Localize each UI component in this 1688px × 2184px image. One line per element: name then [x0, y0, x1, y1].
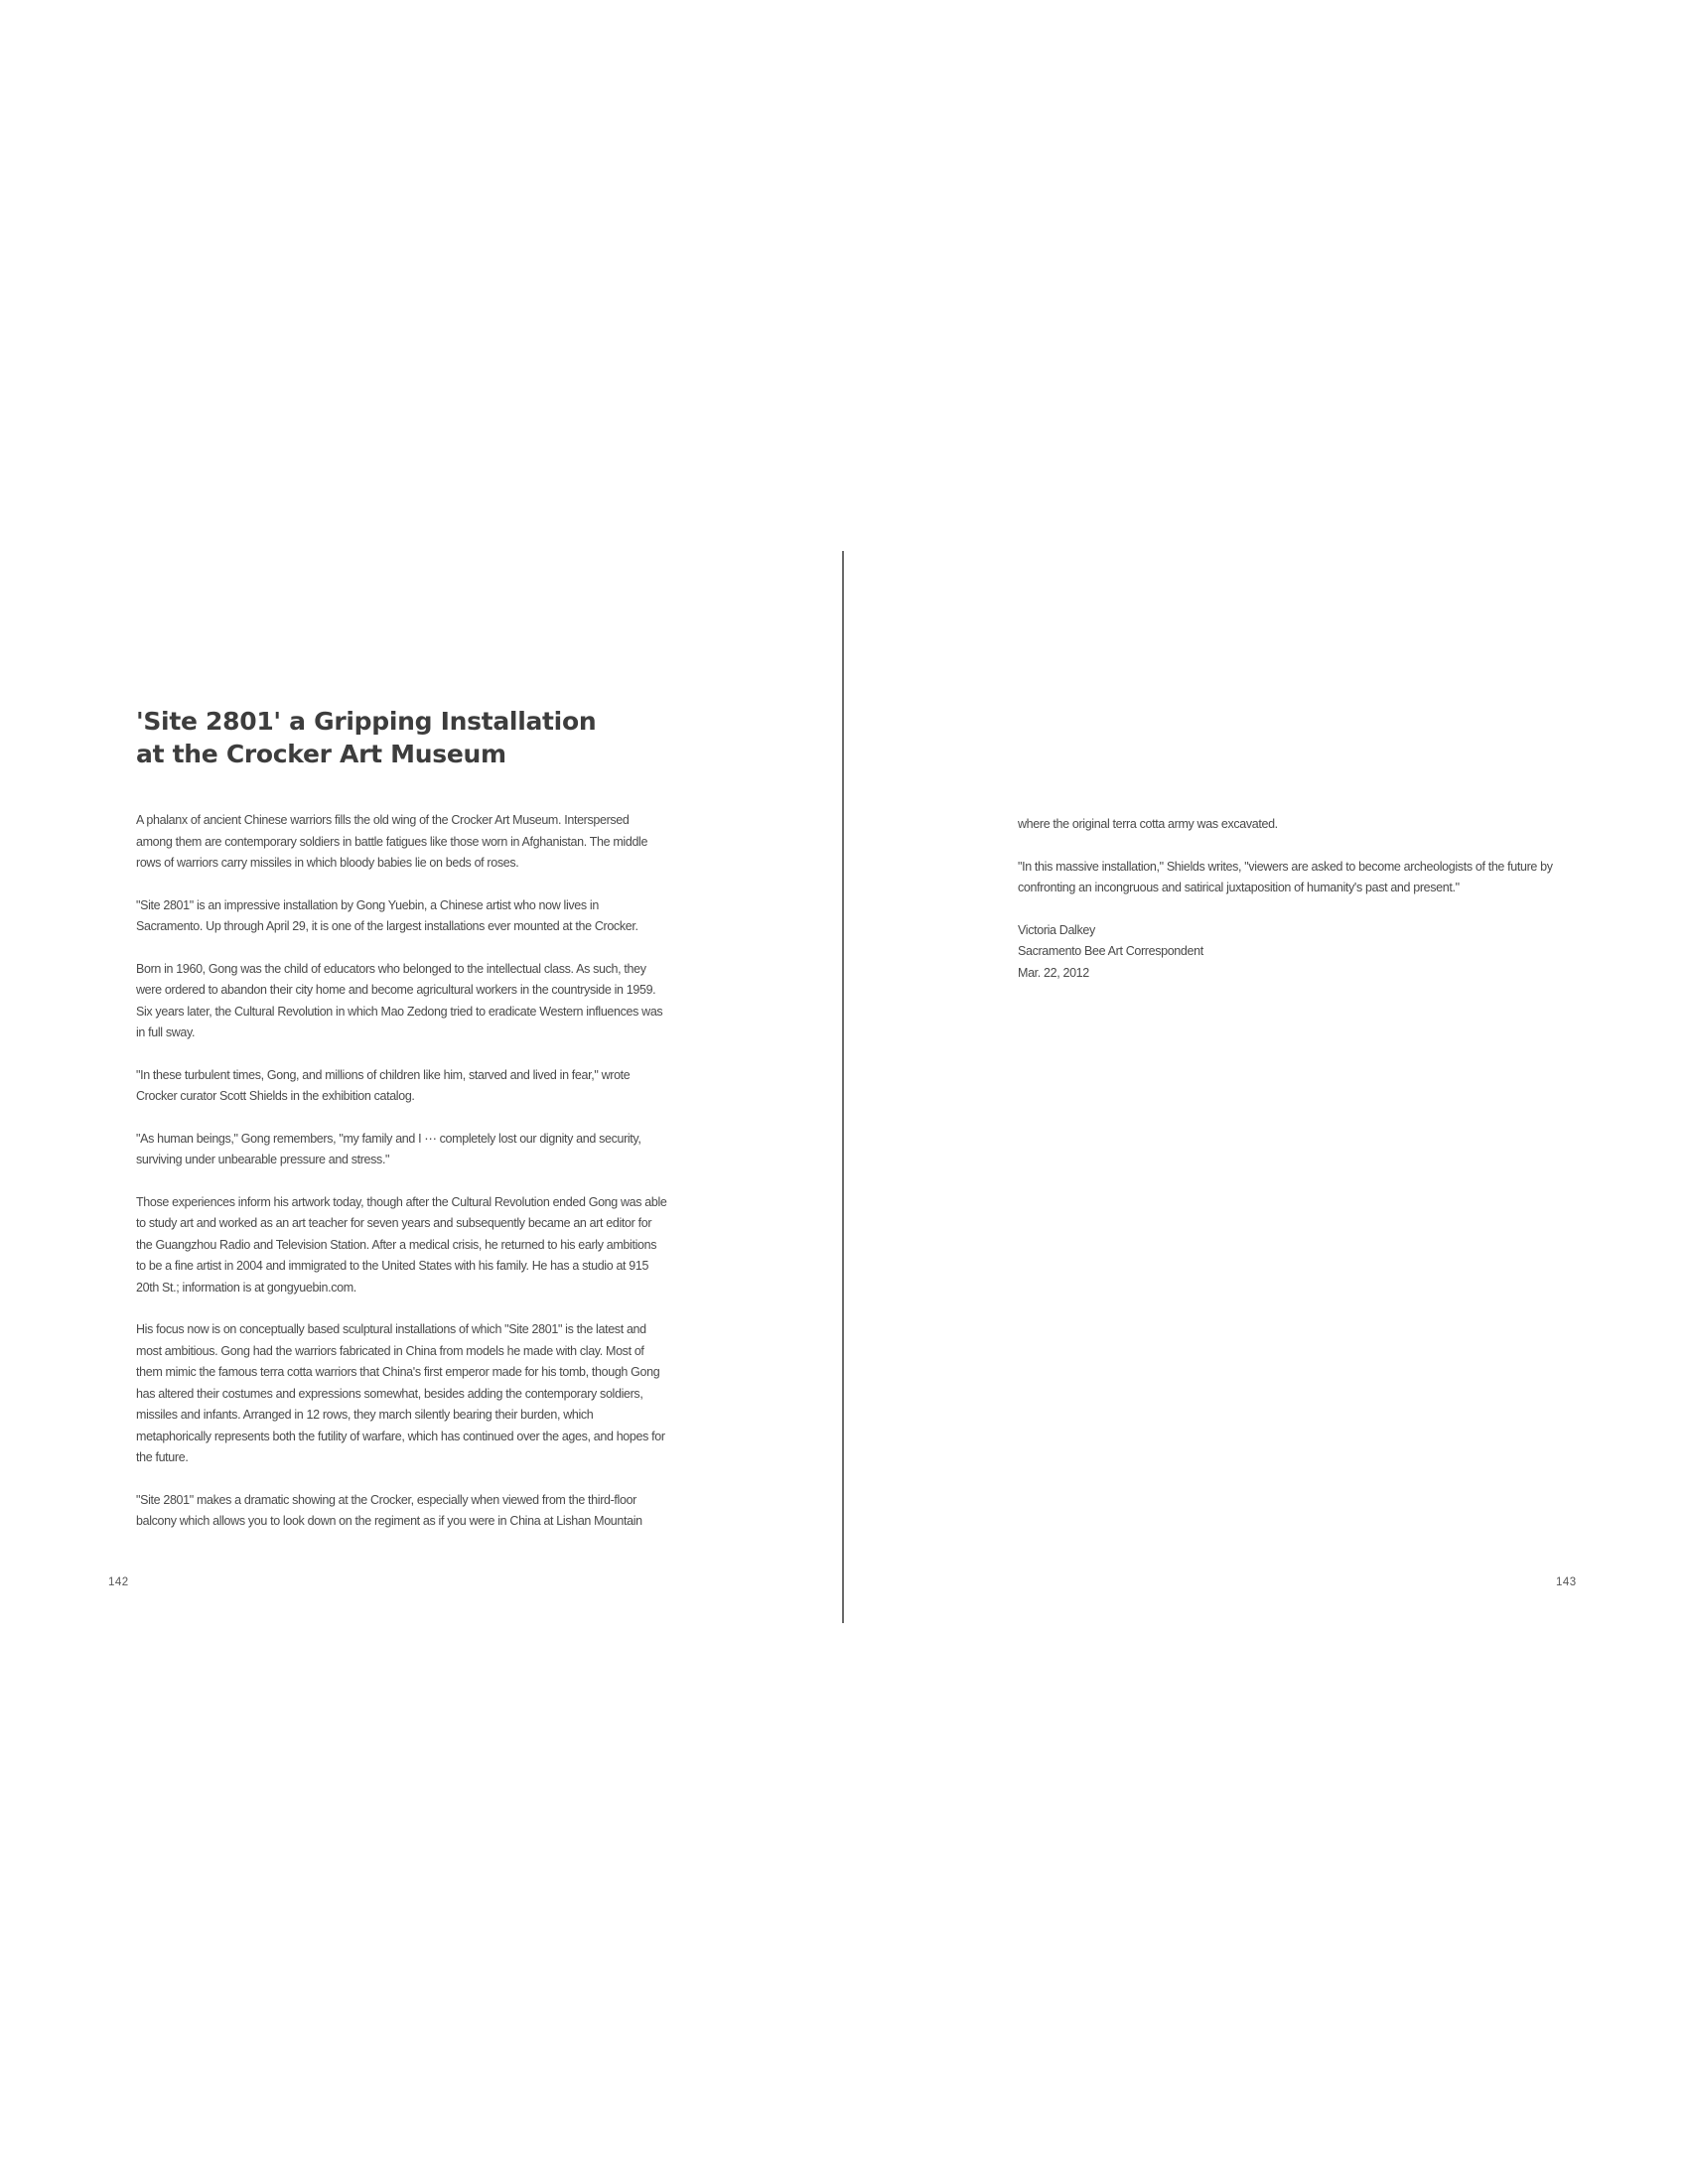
author-name: Victoria Dalkey [1018, 922, 1095, 937]
body-paragraph-10: "In this massive installation," Shields writes, "viewers are asked to become archeologists of the future by confronting an incongruous and satirical juxtaposition of humanity's past and present." [1018, 859, 1553, 894]
body-paragraph-5: "As human beings," Gong remembers, "my family and I ⋯ completely lost our dignity and security, surviving under unbearable pressure and stress." [136, 1131, 641, 1166]
body-paragraph-1: A phalanx of ancient Chinese warriors fills the old wing of the Crocker Art Museum. Interspersed among them are contemporary soldiers in battle fatigues like those worn in Afghanistan. The middle rows of warriors carry missiles in which bloody babies lie on beds of roses. [136, 813, 648, 870]
article-title-line-2: at the Crocker Art Museum [136, 740, 506, 768]
body-paragraph-3: Born in 1960, Gong was the child of educators who belonged to the intellectual class. As such, they were ordered to abandon their city home and become agricultural workers in the countryside in 1959. Six years later, the Cultural Revolution in which Mao Zedong tried to eradicate Western influences was in full sway. [136, 961, 663, 1039]
body-paragraph-9: where the original terra cotta army was excavated. [1018, 817, 1278, 831]
right-page [1018, 814, 1554, 984]
body-paragraph-6: Those experiences inform his artwork today, though after the Cultural Revolution ended Gong was able to study art and worked as an art teacher for seven years and subsequently became an art editor for the Guangzhou Radio and Television Station. After a medical crisis, he returned to his early ambitions to be a fine artist in 2004 and immigrated to the United States with his family. He has a studio at 915 20th St.; information is at gongyuebin.com. [136, 1194, 667, 1295]
body-paragraph-8: "Site 2801" makes a dramatic showing at the Crocker, especially when viewed from the third-floor balcony which allows you to look down on the regiment as if you were in China at Lishan Mountain [136, 1492, 642, 1528]
author-role: Sacramento Bee Art Correspondent [1018, 944, 1203, 958]
publication-date: Mar. 22, 2012 [1018, 965, 1089, 980]
page-number-left: 142 [108, 1576, 129, 1588]
body-paragraph-4: "In these turbulent times, Gong, and millions of children like him, starved and lived in fear," wrote Crocker curator Scott Shields in the exhibition catalog. [136, 1067, 631, 1103]
left-page [136, 705, 667, 1554]
article-title-line-1: 'Site 2801' a Gripping Installation [136, 707, 597, 736]
author-signature [1018, 920, 1554, 985]
article-title [136, 705, 667, 770]
body-paragraph-7: His focus now is on conceptually based sculptural installations of which "Site 2801" is the latest and most ambitious. Gong had the warriors fabricated in China from models he made with clay. Most of them mimic the famous terra cotta warriors that China's first emperor made for his tomb, though Gong has altered their costumes and expressions somewhat, besides adding the contemporary soldiers, missiles and infants. Arranged in 12 rows, they march silently bearing their burden, which metaphorically represents both the futility of warfare, which has continued over the ages, and hopes for the future. [136, 1322, 665, 1464]
body-paragraph-2: "Site 2801" is an impressive installation by Gong Yuebin, a Chinese artist who now lives in Sacramento. Up through April 29, it is one of the largest installations ever mounted at the Crocker. [136, 897, 638, 933]
gutter-divider [842, 551, 844, 1623]
page-number-right: 143 [1556, 1576, 1577, 1588]
